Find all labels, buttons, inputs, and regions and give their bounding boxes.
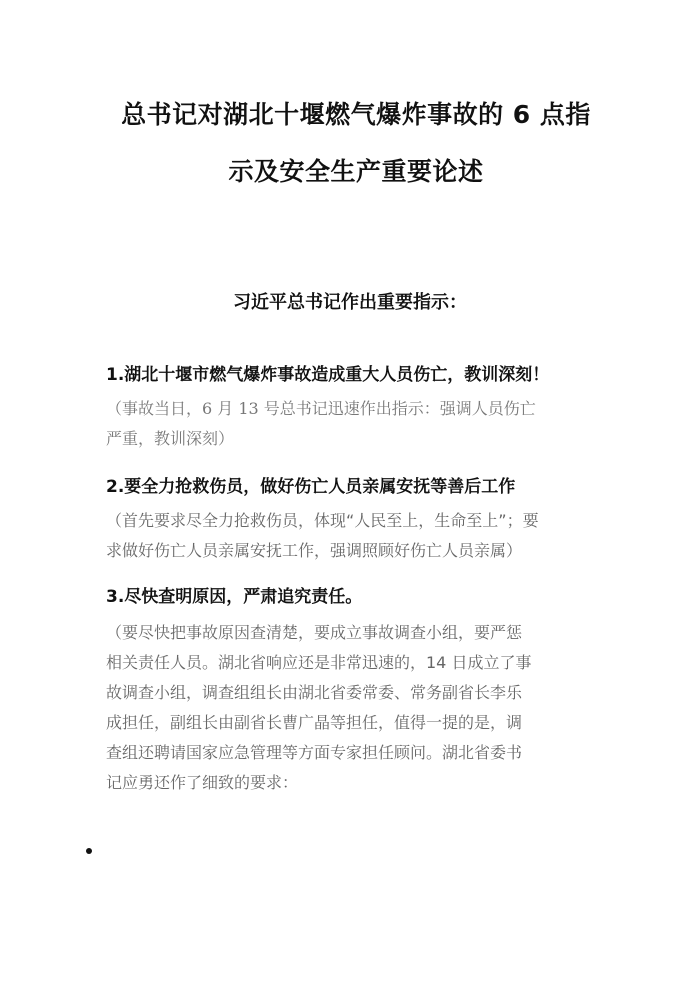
- subheading: 习近平总书记作出重要指示：: [233, 292, 467, 313]
- note-line: （要尽快把事故原因查清楚，要成立事故调查小组，要严惩: [106, 623, 523, 642]
- point-2-note: [106, 506, 606, 566]
- point-2-heading: 2.要全力抢救伤员，做好伤亡人员亲属安抚等善后工作: [106, 477, 516, 497]
- note-line: 记应勇还作了细致的要求：: [106, 773, 299, 792]
- note-line: 故调查小组，调查组组长由湖北省委常委、常务副省长李乐: [106, 683, 523, 702]
- document-title-line-1: 总书记对湖北十堰燃气爆炸事故的 6 点指: [121, 100, 591, 129]
- note-line: 求做好伤亡人员亲属安抚工作，强调照顾好伤亡人员亲属）: [106, 541, 523, 560]
- bullet-icon: [86, 848, 92, 854]
- note-line: （首先要求尽全力抢救伤员，体现“人民至上，生命至上”；要: [106, 511, 539, 530]
- point-1-note: [106, 394, 606, 454]
- note-line: 查组还聘请国家应急管理等方面专家担任顾问。湖北省委书: [106, 743, 523, 762]
- note-line: 严重，教训深刻）: [106, 429, 235, 448]
- point-1-heading: 1.湖北十堰市燃气爆炸事故造成重大人员伤亡，教训深刻！: [106, 365, 550, 385]
- note-line: （事故当日，6 月 13 号总书记迅速作出指示：强调人员伤亡: [106, 399, 536, 418]
- document-title-line-2: 示及安全生产重要论述: [228, 157, 484, 186]
- note-line: 相关责任人员。湖北省响应还是非常迅速的，14 日成立了事: [106, 653, 532, 672]
- note-line: 成担任，副组长由副省长曹广晶等担任，值得一提的是，调: [106, 713, 523, 732]
- point-3-note: [106, 618, 606, 798]
- point-3-heading: 3.尽快查明原因，严肃追究责任。: [106, 587, 363, 607]
